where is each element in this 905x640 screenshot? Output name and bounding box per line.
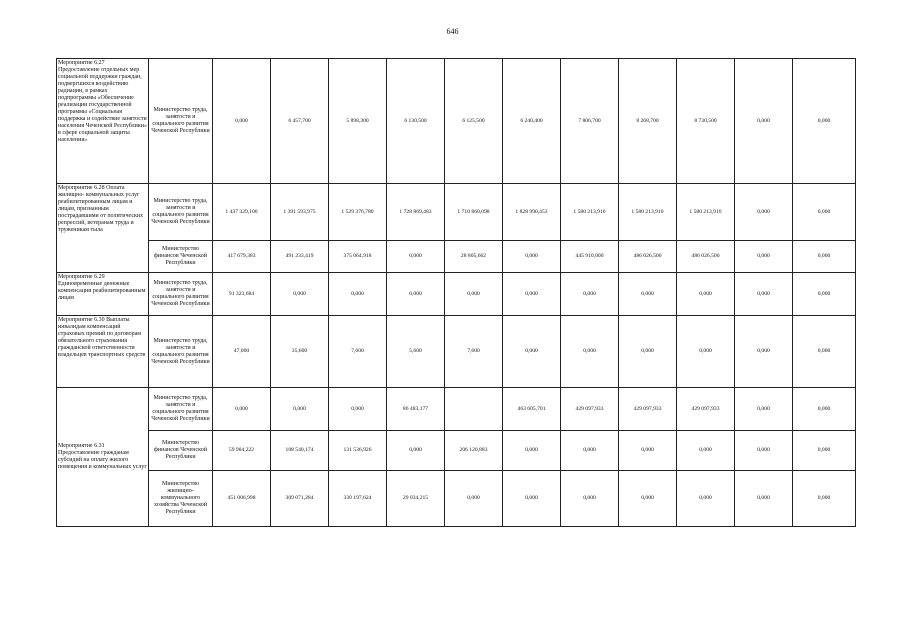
table-row [57,388,856,431]
value-cell: 1 437 329,100 [213,184,271,241]
value-cell: 309 071,284 [271,471,329,527]
activity-cell: Мероприятие 6.29 Единовременные денежные компенсации реабилитированным лицам [57,273,149,316]
value-cell: 1 580 213,910 [677,184,735,241]
activity-cell: Мероприятие 6.30 Выплаты инвалидам компенсаций страховых премий по договорам обязательного страхования гражданской ответственности владельцев транспортных средств [57,316,149,388]
value-cell: 0,000 [677,316,735,388]
value-cell: 429 097,933 [619,388,677,431]
value-cell: 0,000 [735,471,793,527]
executor-cell: Министерство труда, занятости и социального развития Чеченской Республики [149,388,213,431]
value-cell: 0,000 [735,431,793,471]
value-cell: 1 828 990,453 [503,184,561,241]
value-cell: 8 268,700 [619,59,677,184]
value-cell: 7,600 [329,316,387,388]
value-cell: 29 034,215 [387,471,445,527]
value-cell: 0,000 [735,273,793,316]
executor-cell: Министерство финансов Чеченской Республики [149,241,213,273]
value-cell: 0,000 [793,273,856,316]
value-cell: 1 580 213,910 [561,184,619,241]
value-cell: 0,000 [503,241,561,273]
value-cell: 108 540,174 [271,431,329,471]
value-cell: 0,000 [387,241,445,273]
value-cell: 0,000 [793,316,856,388]
value-cell: 0,000 [735,184,793,241]
value-cell: 0,000 [793,388,856,431]
value-cell: 0,000 [677,273,735,316]
value-cell: 91 323,684 [213,273,271,316]
executor-cell: Министерство труда, занятости и социального развития Чеченской Республики [149,316,213,388]
value-cell: 206 120,883 [445,431,503,471]
value-cell [445,388,503,431]
executor-cell: Министерство финансов Чеченской Республики [149,431,213,471]
value-cell: 0,000 [387,273,445,316]
value-cell: 463 605,701 [503,388,561,431]
executor-cell: Министерство труда, занятости и социального развития Чеченской Республики [149,273,213,316]
value-cell: 1 728 869,483 [387,184,445,241]
value-cell: 0,000 [213,388,271,431]
value-cell: 0,000 [561,273,619,316]
table-row [57,184,856,241]
value-cell: 451 006,998 [213,471,271,527]
value-cell: 486 026,500 [619,241,677,273]
value-cell: 0,000 [445,471,503,527]
value-cell: 0,000 [561,471,619,527]
value-cell: 59 984,222 [213,431,271,471]
value-cell: 330 197,624 [329,471,387,527]
value-cell: 0,000 [387,431,445,471]
value-cell: 0,000 [793,471,856,527]
value-cell: 0,000 [503,431,561,471]
executor-cell: Министерство жилищно- коммунального хозяйства Чеченской Республики [149,471,213,527]
value-cell: 28 805,662 [445,241,503,273]
table-row [57,471,856,527]
table-row [57,316,856,388]
value-cell: 0,000 [561,431,619,471]
activity-cell: Мероприятие 6.31 Предоставление гражданам субсидий на оплату жилого помещения и коммунальных услуг [57,388,149,527]
value-cell: 6 125,500 [445,59,503,184]
table-row [57,431,856,471]
value-cell: 375 064,918 [329,241,387,273]
activity-cell: Мероприятие 6.28 Оплата жилищно- коммунальных услуг реабилитированным лицам и лицам, признанным пострадавшими от политических репрессий, ветеранам труда и труженикам тыла [57,184,149,273]
activity-cell: Мероприятие 6.27 Предоставление отдельных мер социальной поддержки граждан, подвергшихся воздействию радиации, в рамках подпрограммы «Обеспечение реализации государственной программы «Социальная поддержка и содействие занятости населения Чеченской Республики» в сфере социальной защиты населения» [57,59,149,184]
value-cell: 1 580 213,910 [619,184,677,241]
value-cell: 8 730,500 [677,59,735,184]
executor-cell: Министерство труда, занятости и социального развития Чеченской Республики [149,59,213,184]
table-row [57,273,856,316]
executor-cell: Министерство труда, занятости и социального развития Чеченской Республики [149,184,213,241]
value-cell: 0,000 [561,316,619,388]
value-cell: 0,000 [793,431,856,471]
value-cell: 0,000 [619,316,677,388]
value-cell: 1 710 860,098 [445,184,503,241]
value-cell: 417 679,383 [213,241,271,273]
value-cell: 6 457,700 [271,59,329,184]
value-cell: 0,000 [503,471,561,527]
value-cell: 0,000 [619,471,677,527]
value-cell: 0,000 [677,471,735,527]
value-cell: 0,000 [619,431,677,471]
value-cell: 5 898,300 [329,59,387,184]
value-cell: 131 536,926 [329,431,387,471]
value-cell: 0,000 [619,273,677,316]
value-cell: 0,000 [735,316,793,388]
value-cell: 0,000 [271,388,329,431]
value-cell: 445 910,000 [561,241,619,273]
value-cell: 0,000 [271,273,329,316]
table-row [57,59,856,184]
value-cell: 6 130,500 [387,59,445,184]
budget-table [56,58,856,527]
value-cell: 0,000 [677,431,735,471]
value-cell: 0,000 [793,184,856,241]
value-cell: 0,000 [213,59,271,184]
value-cell: 7,600 [445,316,503,388]
value-cell: 86 483,177 [387,388,445,431]
value-cell: 429 097,933 [561,388,619,431]
value-cell: 0,000 [445,273,503,316]
value-cell: 0,000 [735,241,793,273]
value-cell: 0,000 [735,59,793,184]
value-cell: 35,600 [271,316,329,388]
value-cell: 0,000 [503,316,561,388]
value-cell: 0,000 [793,241,856,273]
value-cell: 0,000 [735,388,793,431]
value-cell: 1 391 593,975 [271,184,329,241]
value-cell: 0,000 [793,59,856,184]
value-cell: 491 233,419 [271,241,329,273]
value-cell: 0,000 [329,388,387,431]
value-cell: 1 529 376,780 [329,184,387,241]
value-cell: 0,000 [329,273,387,316]
table-row [57,241,856,273]
value-cell: 7 806,700 [561,59,619,184]
value-cell: 6 240,400 [503,59,561,184]
value-cell: 429 097,933 [677,388,735,431]
value-cell: 47,000 [213,316,271,388]
value-cell: 0,000 [503,273,561,316]
value-cell: 486 026,500 [677,241,735,273]
value-cell: 5,600 [387,316,445,388]
page-number: 646 [446,27,459,36]
